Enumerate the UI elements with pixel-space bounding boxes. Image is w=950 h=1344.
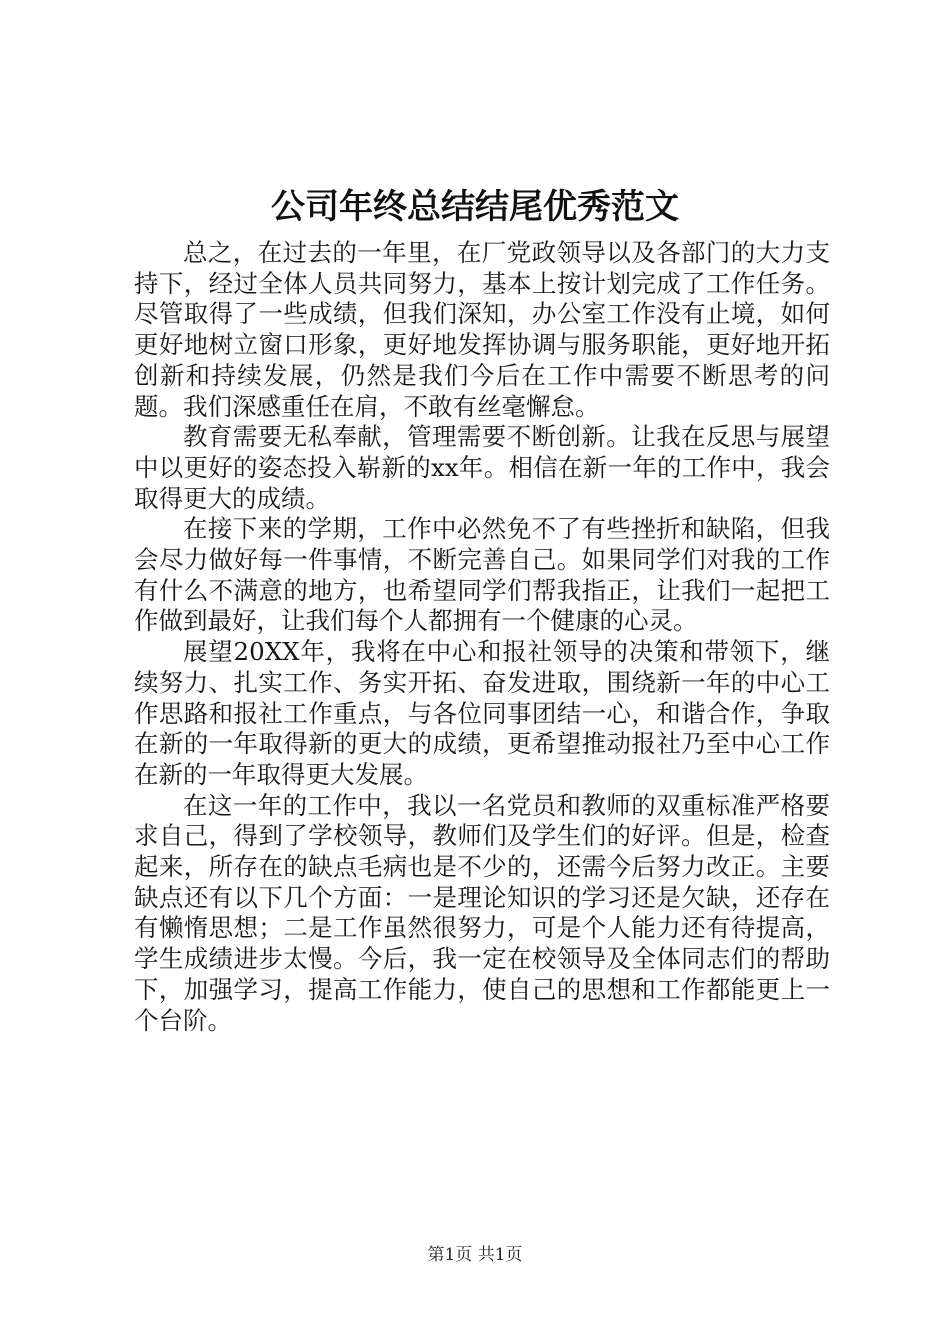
document-title: 公司年终总结结尾优秀范文 xyxy=(271,187,679,227)
paragraph-4: 展望20XX年，我将在中心和报社领导的决策和带领下，继续努力、扎实工作、务实开拓、奋发进取，围绕新一年的中心工作思路和报社工作重点，与各位同事团结一心，和谐合作，争取在新的一年取得新的更大的成绩，更希望推动报社乃至中心工作在新的一年取得更大发展。 xyxy=(134,637,830,789)
paragraph-1: 总之，在过去的一年里，在厂党政领导以及各部门的大力支持下，经过全体人员共同努力，基本上按计划完成了工作任务。尽管取得了一些成绩，但我们深知，办公室工作没有止境，如何更好地树立窗口形象，更好地发挥协调与服务职能，更好地开拓创新和持续发展，仍然是我们今后在工作中需要不断思考的问题。我们深感重任在肩，不敢有丝毫懈怠。 xyxy=(134,238,830,421)
paragraph-2: 教育需要无私奉献，管理需要不断创新。让我在反思与展望中以更好的姿态投入崭新的xx年。相信在新一年的工作中，我会取得更大的成绩。 xyxy=(134,422,830,513)
paragraph-3: 在接下来的学期，工作中必然免不了有些挫折和缺陷，但我会尽力做好每一件事情，不断完善自己。如果同学们对我的工作有什么不满意的地方，也希望同学们帮我指正，让我们一起把工作做到最好，让我们每个人都拥有一个健康的心灵。 xyxy=(134,514,830,636)
document-body xyxy=(134,238,830,1036)
page-number-footer: 第1页 共1页 xyxy=(427,1245,523,1265)
paragraph-5: 在这一年的工作中，我以一名党员和教师的双重标准严格要求自己，得到了学校领导，教师们及学生们的好评。但是，检查起来，所存在的缺点毛病也是不少的，还需今后努力改正。主要缺点还有以下几个方面：一是理论知识的学习还是欠缺，还存在有懒惰思想；二是工作虽然很努力，可是个人能力还有待提高，学生成绩进步太慢。今后，我一定在校领导及全体同志们的帮助下，加强学习，提高工作能力，使自己的思想和工作都能更上一个台阶。 xyxy=(134,790,830,1035)
